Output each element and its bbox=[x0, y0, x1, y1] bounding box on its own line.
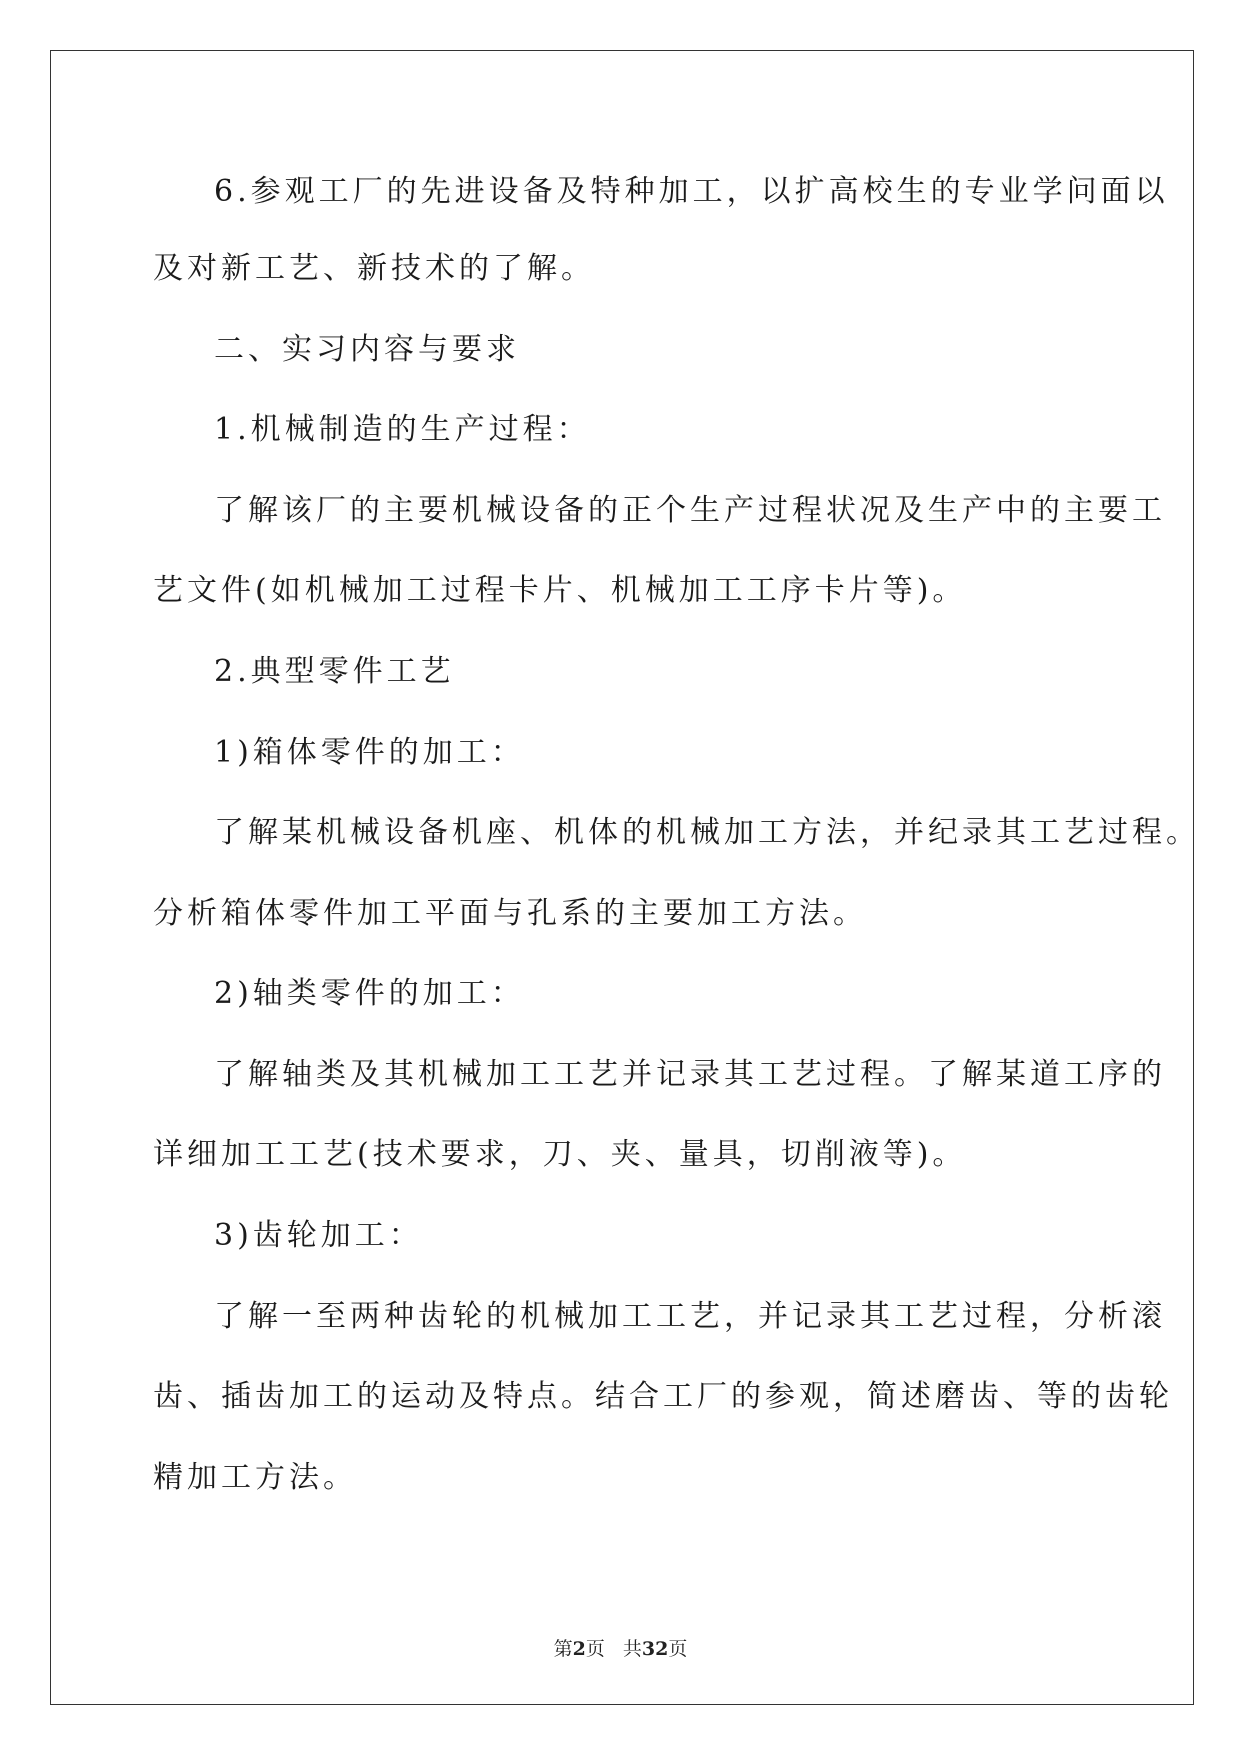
item-heading: 2)轴类零件的加工： bbox=[214, 976, 525, 1011]
page-suffix: 页 bbox=[585, 1638, 605, 1660]
paragraph-line: 了解轴类及其机械加工工艺并记录其工艺过程。了解某道工序的 bbox=[214, 1057, 1166, 1092]
subsection-heading: 1.机械制造的生产过程： bbox=[214, 412, 591, 447]
section-heading: 二、实习内容与要求 bbox=[214, 332, 520, 367]
subsection-heading: 2.典型零件工艺 bbox=[214, 654, 455, 689]
item-heading: 1)箱体零件的加工： bbox=[214, 735, 525, 770]
total-suffix: 页 bbox=[668, 1638, 688, 1660]
paragraph-line: 了解某机械设备机座、机体的机械加工方法，并纪录其工艺过程。 bbox=[214, 815, 1200, 850]
item-heading: 3)齿轮加工： bbox=[214, 1218, 423, 1253]
page-footer bbox=[0, 1637, 1241, 1661]
paragraph-line: 齿、插齿加工的运动及特点。结合工厂的参观，简述磨齿、等的齿轮 bbox=[153, 1379, 1173, 1414]
page-number: 2 bbox=[572, 1638, 586, 1660]
paragraph-line: 详细加工工艺(技术要求，刀、夹、量具，切削液等)。 bbox=[153, 1137, 967, 1172]
paragraph-line: 了解该厂的主要机械设备的正个生产过程状况及生产中的主要工 bbox=[214, 493, 1166, 528]
paragraph-line: 艺文件(如机械加工过程卡片、机械加工工序卡片等)。 bbox=[153, 573, 967, 608]
paragraph-line: 精加工方法。 bbox=[153, 1460, 357, 1495]
paragraph-line: 及对新工艺、新技术的了解。 bbox=[153, 251, 595, 286]
paragraph-line: 6.参观工厂的先进设备及特种加工，以扩高校生的专业学问面以 bbox=[214, 174, 1169, 209]
total-pages: 32 bbox=[641, 1638, 669, 1660]
page-prefix: 第 bbox=[553, 1638, 573, 1660]
paragraph-line: 分析箱体零件加工平面与孔系的主要加工方法。 bbox=[153, 896, 867, 931]
total-prefix: 共 bbox=[622, 1638, 642, 1660]
paragraph-line: 了解一至两种齿轮的机械加工工艺，并记录其工艺过程，分析滚 bbox=[214, 1299, 1166, 1334]
page-border bbox=[50, 50, 1194, 1705]
